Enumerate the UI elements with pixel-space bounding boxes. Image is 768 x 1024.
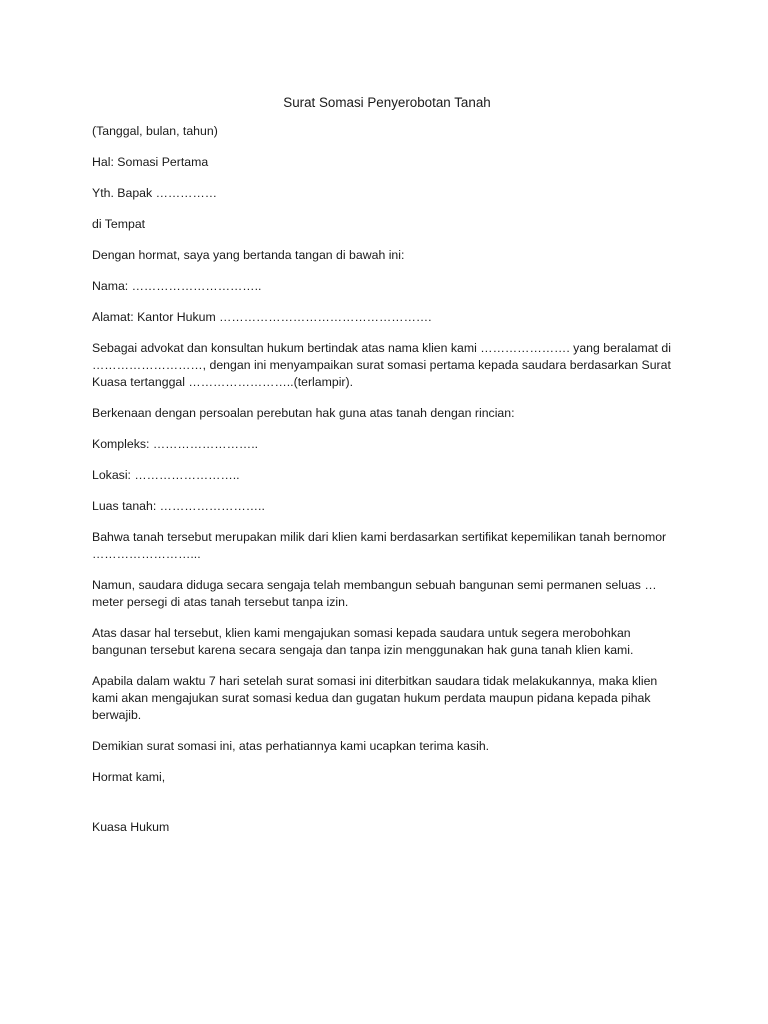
- warning-paragraph: Apabila dalam waktu 7 hari setelah surat somasi ini diterbitkan saudara tidak melakukannya, maka klien kami akan mengajukan surat somasi kedua dan gugatan hukum perdata maupun pidana kepada pihak berwajib.: [92, 674, 658, 722]
- subject-line: Hal: Somasi Pertama: [92, 155, 209, 169]
- ownership-paragraph: Bahwa tanah tersebut merupakan milik dari klien kami berdasarkan sertifikat kepemilikan tanah bernomor ……………………...: [92, 530, 667, 561]
- demand-paragraph: Atas dasar hal tersebut, klien kami mengajukan somasi kepada saudara untuk segera merobohkan bangunan tersebut karena secara sengaja dan tanpa izin menggunakan hak guna tanah klien kami.: [92, 626, 634, 657]
- closing-paragraph: Demikian surat somasi ini, atas perhatiannya kami ucapkan terima kasih.: [92, 739, 490, 753]
- area-field-line: Luas tanah: ……………………..: [92, 499, 265, 513]
- matter-paragraph: Berkenaan dengan persoalan perebutan hak guna atas tanah dengan rincian:: [92, 406, 515, 420]
- location-field-line: Lokasi: ……………………..: [92, 468, 240, 482]
- name-field-line: Nama: …………………………..: [92, 279, 262, 293]
- sign-off-line: Hormat kami,: [92, 770, 166, 784]
- address-field-line: Alamat: Kantor Hukum …………………………………………….: [92, 310, 432, 324]
- letter-title: Surat Somasi Penyerobotan Tanah: [283, 95, 491, 110]
- place-line: di Tempat: [92, 217, 146, 231]
- letter-body: [92, 94, 682, 850]
- intro-paragraph: Sebagai advokat dan konsultan hukum bertindak atas nama klien kami …………………. yang beralamat di ………………………, dengan ini menyampaikan surat somasi pertama kepada saudara berdasarkan Surat Kuasa tertanggal ……………………..(terlampir).: [92, 341, 671, 389]
- complex-field-line: Kompleks: ……………………..: [92, 437, 259, 451]
- violation-paragraph: Namun, saudara diduga secara sengaja telah membangun sebuah bangunan semi permanen seluas … meter persegi di atas tanah tersebut tanpa izin.: [92, 578, 657, 609]
- greeting-line: Dengan hormat, saya yang bertanda tangan di bawah ini:: [92, 248, 405, 262]
- signatory-line: Kuasa Hukum: [92, 820, 170, 834]
- recipient-line: Yth. Bapak ……………: [92, 186, 218, 200]
- date-line: (Tanggal, bulan, tahun): [92, 124, 218, 138]
